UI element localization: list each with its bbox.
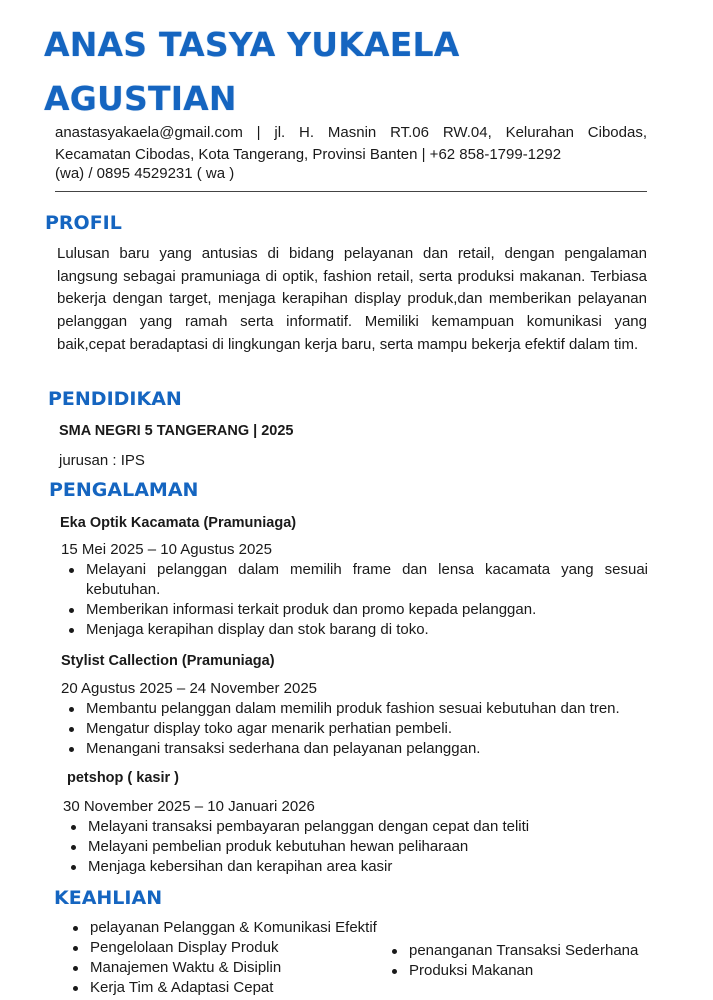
- section-heading-pendidikan: PENDIDIKAN: [48, 388, 182, 410]
- bullet-icon: [69, 727, 74, 732]
- bullet-icon: [73, 966, 78, 971]
- job-period: 30 November 2025 – 10 Januari 2026: [63, 798, 315, 815]
- header-divider: [55, 191, 647, 192]
- skills-list-left: [66, 918, 396, 998]
- list-item: Melayani pelanggan dalam memilih frame dan lensa kacamata yang sesuai kebutuhan.: [62, 560, 648, 600]
- list-item: Manajemen Waktu & Disiplin: [66, 958, 396, 978]
- name-line-2: AGUSTIAN: [44, 79, 237, 118]
- skills-list-right: [385, 941, 685, 981]
- profil-text: Lulusan baru yang antusias di bidang pelayanan dan retail, dengan pengalaman langsung sebagai pramuniaga di optik, fashion retail, serta produksi makanan. Terbiasa bekerja dengan target, menjaga kerapihan display produk,dan memberikan pelayanan pelanggan yang ramah serta informatif. Memiliki kemampuan komunikasi yang baik,cepat beradaptasi di lingkungan kerja baru, serta mampu bekerja efektif dalam tim.: [57, 245, 647, 353]
- candidate-name: [44, 18, 564, 126]
- name-line-1: ANAS TASYA YUKAELA: [44, 25, 460, 64]
- job-title: Eka Optik Kacamata (Pramuniaga): [60, 515, 297, 531]
- list-item: Menangani transaksi sederhana dan pelayanan pelanggan.: [62, 739, 662, 759]
- bullet-icon: [69, 628, 74, 633]
- job-duties-list: [64, 817, 664, 877]
- list-item: Melayani transaksi pembayaran pelanggan dengan cepat dan teliti: [64, 817, 664, 837]
- bullet-icon: [69, 747, 74, 752]
- list-item: Menjaga kerapihan display dan stok barang di toko.: [62, 620, 648, 640]
- bullet-icon: [71, 865, 76, 870]
- section-heading-pengalaman: PENGALAMAN: [49, 479, 199, 501]
- bullet-icon: [71, 825, 76, 830]
- job-duties-list: [62, 560, 648, 640]
- bullet-icon: [73, 986, 78, 991]
- list-item: Pengelolaan Display Produk: [66, 938, 396, 958]
- list-item: Membantu pelanggan dalam memilih produk fashion sesuai kebutuhan dan tren.: [62, 699, 662, 719]
- school-name: SMA NEGRI 5 TANGERANG | 2025: [59, 423, 294, 439]
- section-heading-profil: PROFIL: [45, 212, 122, 234]
- school-major: jurusan : IPS: [59, 452, 145, 469]
- bullet-icon: [392, 969, 397, 974]
- job-period: 15 Mei 2025 – 10 Agustus 2025: [61, 541, 272, 558]
- job-period: 20 Agustus 2025 – 24 November 2025: [61, 680, 318, 697]
- job-title: Stylist Callection (Pramuniaga): [61, 653, 275, 669]
- list-item: Produksi Makanan: [385, 961, 685, 981]
- contact-info: anastasyakaela@gmail.com | jl. H. Masnin RT.06 RW.04, Kelurahan Cibodas, Kecamatan Cibodas, Kota Tangerang, Provinsi Banten | +62 858-1799-1292: [55, 124, 647, 163]
- list-item: Kerja Tim & Adaptasi Cepat: [66, 978, 396, 998]
- bullet-icon: [69, 608, 74, 613]
- job-title: petshop ( kasir ): [67, 770, 179, 786]
- section-heading-keahlian: KEAHLIAN: [54, 887, 163, 909]
- list-item: pelayanan Pelanggan & Komunikasi Efektif: [66, 918, 396, 938]
- contact-whatsapp: (wa) / 0895 4529231 ( wa ): [55, 165, 235, 182]
- bullet-icon: [392, 949, 397, 954]
- list-item: Memberikan informasi terkait produk dan promo kepada pelanggan.: [62, 600, 648, 620]
- list-item: Melayani pembelian produk kebutuhan hewan peliharaan: [64, 837, 664, 857]
- job-duties-list: [62, 699, 662, 759]
- list-item: penanganan Transaksi Sederhana: [385, 941, 685, 961]
- bullet-icon: [69, 707, 74, 712]
- list-item: Mengatur display toko agar menarik perhatian pembeli.: [62, 719, 662, 739]
- bullet-icon: [73, 946, 78, 951]
- bullet-icon: [69, 568, 74, 573]
- bullet-icon: [73, 926, 78, 931]
- list-item: Menjaga kebersihan dan kerapihan area kasir: [64, 857, 664, 877]
- bullet-icon: [71, 845, 76, 850]
